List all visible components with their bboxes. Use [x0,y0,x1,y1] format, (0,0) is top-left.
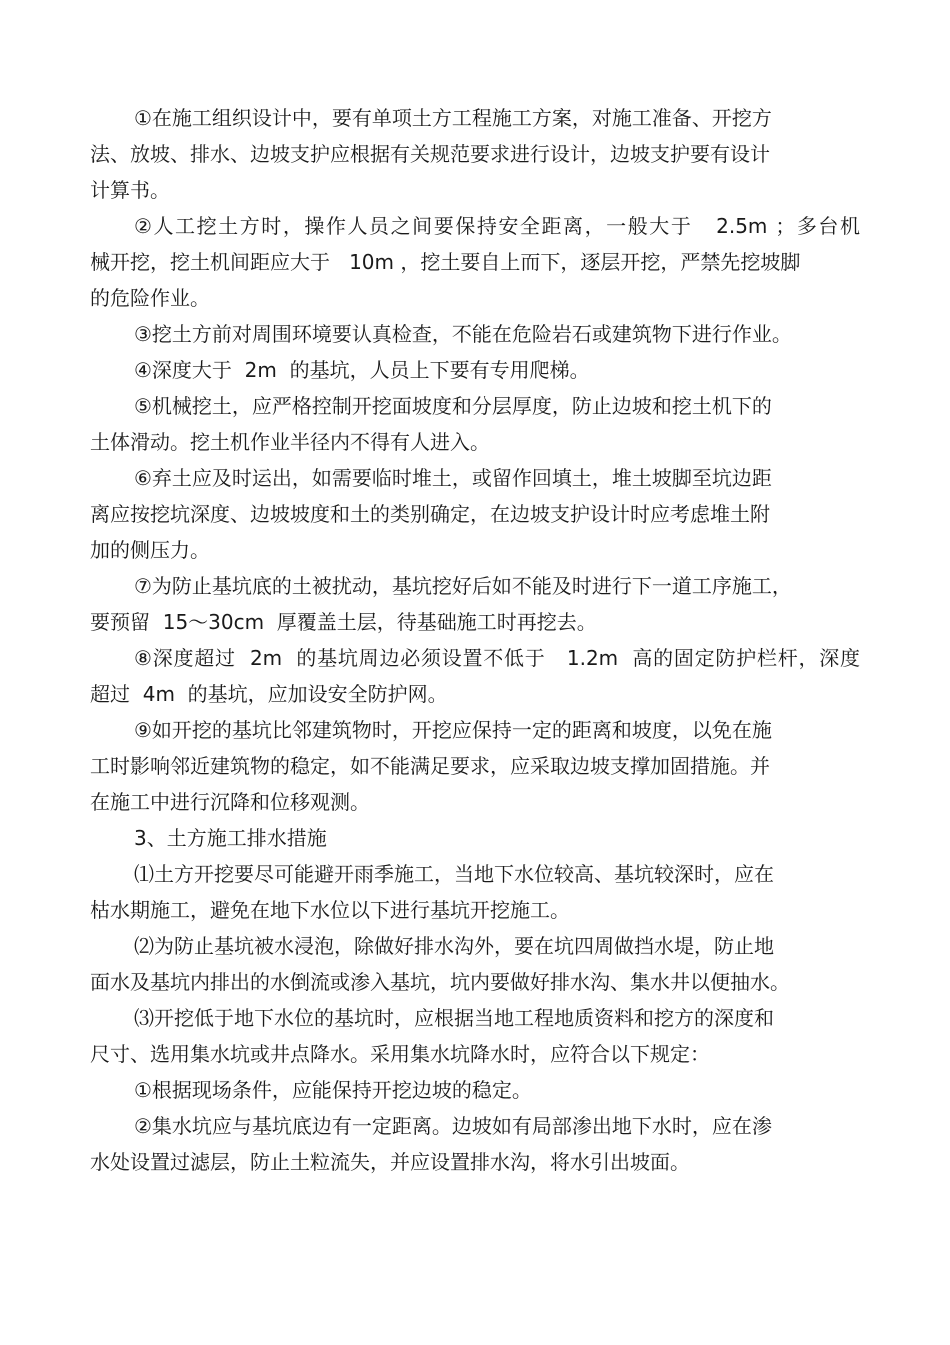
text-line: 加的侧压力。 [90,538,210,562]
text-line: 面水及基坑内排出的水倒流或渗入基坑，坑内要做好排水沟、集水井以便抽水。 [90,970,790,994]
text-line: 工时影响邻近建筑物的稳定，如不能满足要求，应采取边坡支撑加固措施。并 [90,754,770,778]
text-line: 在施工中进行沉降和位移观测。 [90,790,370,814]
text-line: 的危险作业。 [90,286,210,310]
text-line: 要预留 15～30cm 厚覆盖土层，待基础施工时再挖去。 [90,610,597,634]
text-line: 械开挖，挖土机间距应大于 10m ，挖土要自上而下，逐层开挖，严禁先挖坡脚 [90,250,801,274]
text-line: ①根据现场条件，应能保持开挖边坡的稳定。 [134,1078,532,1102]
text-line: 枯水期施工，避免在地下水位以下进行基坑开挖施工。 [90,898,570,922]
text-line: ③挖土方前对周围环境要认真检查，不能在危险岩石或建筑物下进行作业。 [134,322,792,346]
text-line: 土体滑动。挖土机作业半径内不得有人进入。 [90,430,490,454]
text-line: 超过 4m 的基坑，应加设安全防护网。 [90,682,448,706]
text-line: ⑧深度超过 2m 的基坑周边必须设置不低于 1.2m 高的固定防护栏杆，深度 [134,646,860,670]
text-line: ②人工挖土方时，操作人员之间要保持安全距离，一般大于 2.5m ；多台机 [134,214,860,238]
text-line: ⑶开挖低于地下水位的基坑时，应根据当地工程地质资料和挖方的深度和 [134,1006,774,1030]
text-line: 法、放坡、排水、边坡支护应根据有关规范要求进行设计，边坡支护要有设计 [90,142,770,166]
text-line: ④深度大于 2m 的基坑，人员上下要有专用爬梯。 [134,358,590,382]
text-line: 尺寸、选用集水坑或井点降水。采用集水坑降水时，应符合以下规定： [90,1042,710,1066]
text-line: 离应按挖坑深度、边坡坡度和土的类别确定，在边坡支护设计时应考虑堆土附 [90,502,770,526]
document-body [90,100,860,1180]
text-line: 3、土方施工排水措施 [134,826,327,850]
text-line: ②集水坑应与基坑底边有一定距离。边坡如有局部渗出地下水时，应在渗 [134,1114,772,1138]
text-line: ⑨如开挖的基坑比邻建筑物时，开挖应保持一定的距离和坡度，以免在施 [134,718,772,742]
text-line: ⑤机械挖土，应严格控制开挖面坡度和分层厚度，防止边坡和挖土机下的 [134,394,772,418]
text-line: ①在施工组织设计中，要有单项土方工程施工方案，对施工准备、开挖方 [134,106,772,130]
text-line: 计算书。 [90,178,170,202]
text-line: 水处设置过滤层，防止土粒流失，并应设置排水沟，将水引出坡面。 [90,1150,690,1174]
text-line: ⑥弃土应及时运出，如需要临时堆土，或留作回填土，堆土坡脚至坑边距 [134,466,772,490]
text-line: ⑵为防止基坑被水浸泡，除做好排水沟外，要在坑四周做挡水堤，防止地 [134,934,774,958]
text-line: ⑴土方开挖要尽可能避开雨季施工，当地下水位较高、基坑较深时，应在 [134,862,774,886]
text-line: ⑦为防止基坑底的土被扰动，基坑挖好后如不能及时进行下一道工序施工， [134,574,792,598]
